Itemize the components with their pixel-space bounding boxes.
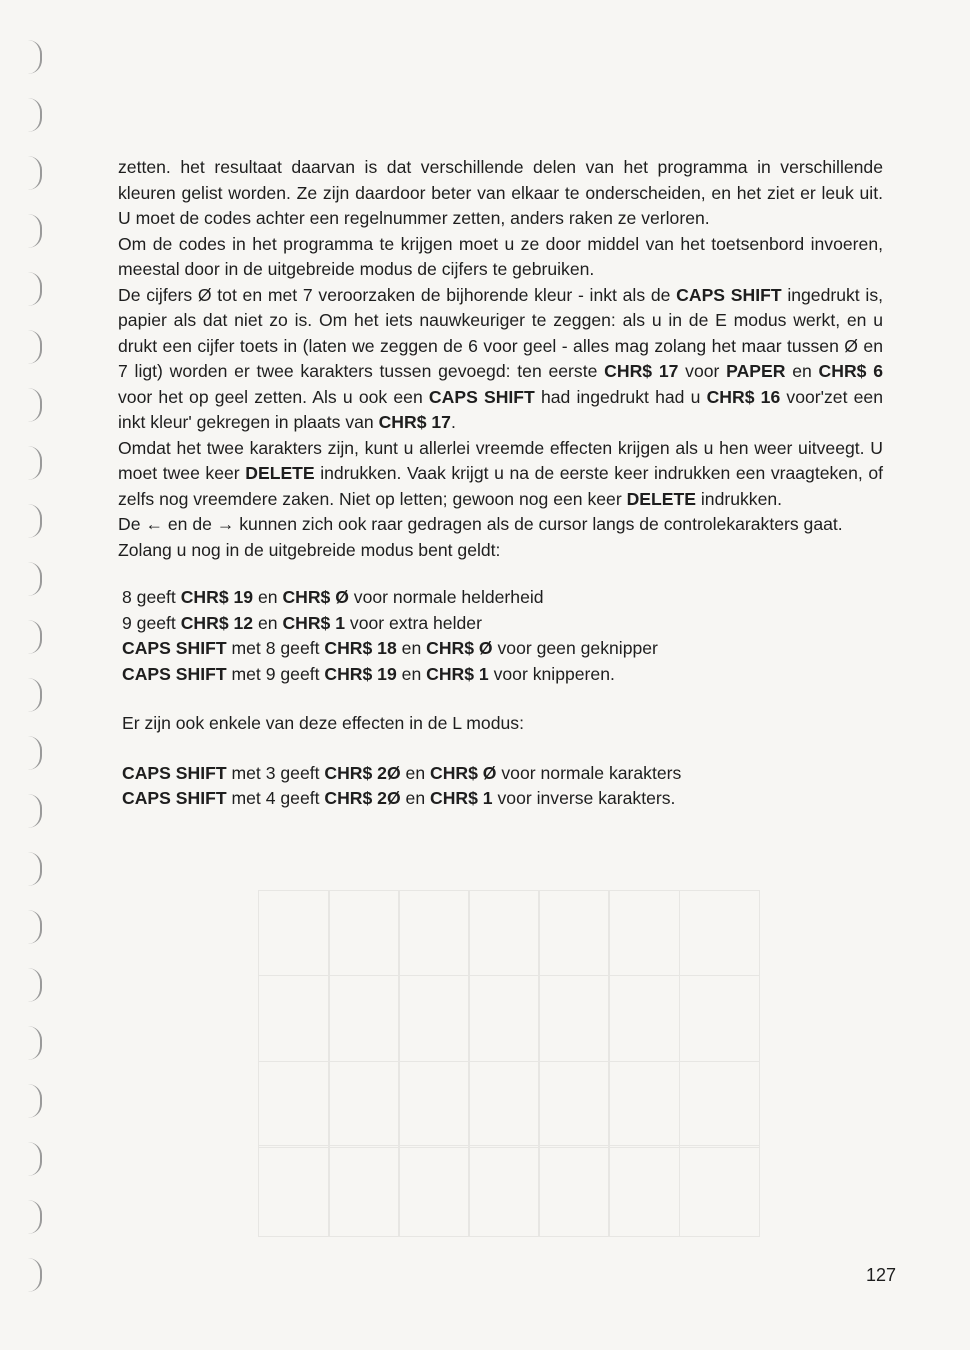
text: De ← en de → kunnen zich ook raar gedragen als de cursor langs de controlekarakters gaat. bbox=[118, 514, 843, 534]
key-term: CHR$ 19 bbox=[324, 663, 397, 684]
text: voor bbox=[678, 361, 727, 381]
binder-hole bbox=[28, 562, 42, 596]
text: en bbox=[253, 587, 283, 607]
bleed-through-table bbox=[258, 890, 758, 1235]
binder-hole bbox=[28, 272, 42, 306]
paragraph bbox=[118, 232, 883, 283]
page-body bbox=[118, 155, 883, 812]
text: en bbox=[785, 361, 819, 381]
key-term: CHR$ 12 bbox=[180, 612, 254, 633]
text: Om de codes in het programma te krijgen moet u ze door middel van het toetsenbord invoeren, meestal door in de uitgebreide modus de cijfers te gebruiken. bbox=[118, 233, 883, 279]
key-term: CHR$ 1 bbox=[426, 663, 489, 684]
key-term: CHR$ Ø bbox=[430, 762, 497, 783]
list-item bbox=[118, 662, 883, 688]
binder-hole bbox=[28, 446, 42, 480]
key-term: CAPS SHIFT bbox=[676, 284, 782, 305]
key-term: CHR$ 19 bbox=[180, 587, 254, 607]
text: met 3 geeft bbox=[226, 762, 325, 783]
binder-hole bbox=[28, 1026, 42, 1060]
key-term: DELETE bbox=[626, 488, 696, 509]
binder-hole bbox=[28, 968, 42, 1002]
text: voor'zet een inkt kleur' gekregen in plaats van bbox=[118, 386, 883, 432]
text: voor normale karakters bbox=[496, 762, 682, 783]
text: Omdat het twee karakters zijn, kunt u allerlei vreemde effecten krijgen als u hen weer uitveegt. U moet twee keer bbox=[118, 437, 883, 483]
text: had ingedrukt had u bbox=[534, 386, 707, 407]
text: indrukken. Vaak krijgt u na de eerste keer indrukken een vraagteken, of zelfs nog vreemdere zaken. Niet op letten; gewoon nog een keer bbox=[118, 463, 884, 509]
binder-hole bbox=[28, 620, 42, 654]
text: 8 geeft bbox=[122, 587, 181, 607]
text: met 8 geeft bbox=[226, 638, 325, 658]
text: voor inverse karakters. bbox=[492, 788, 676, 808]
paragraph bbox=[118, 155, 883, 232]
binder-hole bbox=[28, 1258, 42, 1292]
list-item bbox=[118, 761, 883, 787]
binder-hole bbox=[28, 40, 42, 74]
key-term: CHR$ 16 bbox=[706, 386, 781, 407]
text: met 9 geeft bbox=[226, 663, 325, 684]
binder-hole bbox=[28, 852, 42, 886]
text: voor geen geknipper bbox=[492, 638, 658, 658]
key-term: CAPS SHIFT bbox=[122, 788, 227, 808]
binder-hole bbox=[28, 214, 42, 248]
paragraph bbox=[118, 711, 883, 737]
key-term: CHR$ 2Ø bbox=[324, 762, 401, 783]
text: voor het op geel zetten. Als u ook een bbox=[118, 386, 429, 407]
text: en bbox=[253, 612, 283, 633]
key-term: PAPER bbox=[726, 361, 786, 381]
text: indrukken. bbox=[695, 488, 783, 509]
key-term: CAPS SHIFT bbox=[122, 638, 227, 658]
binder-hole bbox=[28, 736, 42, 770]
paragraph bbox=[118, 512, 883, 538]
binder-hole bbox=[28, 330, 42, 364]
list-item bbox=[118, 636, 883, 662]
binder-hole bbox=[28, 388, 42, 422]
text: voor normale helderheid bbox=[348, 587, 544, 607]
key-term: CAPS SHIFT bbox=[428, 386, 535, 407]
text: 9 geeft bbox=[122, 612, 181, 633]
text: en bbox=[396, 663, 427, 684]
key-term: CHR$ 1 bbox=[430, 788, 493, 808]
text: De cijfers Ø tot en met 7 veroorzaken de bijhorende kleur - inkt als de bbox=[118, 284, 677, 305]
binder-hole bbox=[28, 504, 42, 538]
text: Zolang u nog in de uitgebreide modus bent geldt: bbox=[118, 539, 501, 560]
binder-hole bbox=[28, 98, 42, 132]
key-term: CHR$ Ø bbox=[282, 587, 349, 607]
binder-hole bbox=[28, 678, 42, 712]
key-term: CHR$ 17 bbox=[604, 361, 679, 381]
text: ingedrukt is, papier als dat niet zo is. Om het iets nauwkeuriger te zeggen: als u in de E modus werkt, en u drukt een cijfer toets in (laten we zeggen de 6 voor geel - alles mag zolang het maar tussen Ø en 7 ligt) worden er twee karakters tussen gevoegd: ten eerste bbox=[118, 284, 884, 381]
binder-hole bbox=[28, 1084, 42, 1118]
text: en bbox=[400, 762, 431, 783]
binder-hole bbox=[28, 910, 42, 944]
text: voor extra helder bbox=[345, 612, 482, 633]
binder-hole bbox=[28, 1200, 42, 1234]
list-item bbox=[118, 585, 883, 611]
text: en bbox=[396, 638, 427, 658]
text: met 4 geeft bbox=[226, 788, 325, 808]
page-number: 127 bbox=[866, 1265, 897, 1285]
binder-hole bbox=[28, 156, 42, 190]
key-term: CHR$ Ø bbox=[426, 638, 493, 658]
key-term: CHR$ 2Ø bbox=[324, 788, 401, 808]
key-term: CHR$ 17 bbox=[378, 412, 451, 432]
text: zetten. het resultaat daarvan is dat verschillende delen van het programma in verschillende kleuren gelist worden. Ze zijn daardoor beter van elkaar te onderscheiden, en het ziet er leuk uit. U moet de codes achter een regelnummer zetten, anders raken ze verloren. bbox=[118, 157, 883, 228]
binder-holes bbox=[20, 40, 50, 1330]
text: voor knipperen. bbox=[488, 663, 615, 684]
key-term: CHR$ 1 bbox=[282, 612, 346, 633]
key-term: CHR$ 6 bbox=[818, 361, 883, 381]
list-item bbox=[118, 611, 883, 637]
binder-hole bbox=[28, 794, 42, 828]
paragraph bbox=[118, 283, 883, 436]
list-item bbox=[118, 786, 883, 812]
paragraph bbox=[118, 538, 883, 564]
paragraph bbox=[118, 436, 883, 513]
text: Er zijn ook enkele van deze effecten in de L modus: bbox=[122, 713, 524, 733]
key-term: CAPS SHIFT bbox=[122, 663, 227, 684]
key-term: DELETE bbox=[245, 463, 315, 483]
text: . bbox=[450, 412, 456, 432]
text: en bbox=[400, 788, 431, 808]
binder-hole bbox=[28, 1142, 42, 1176]
key-term: CAPS SHIFT bbox=[122, 762, 227, 783]
key-term: CHR$ 18 bbox=[324, 638, 397, 658]
